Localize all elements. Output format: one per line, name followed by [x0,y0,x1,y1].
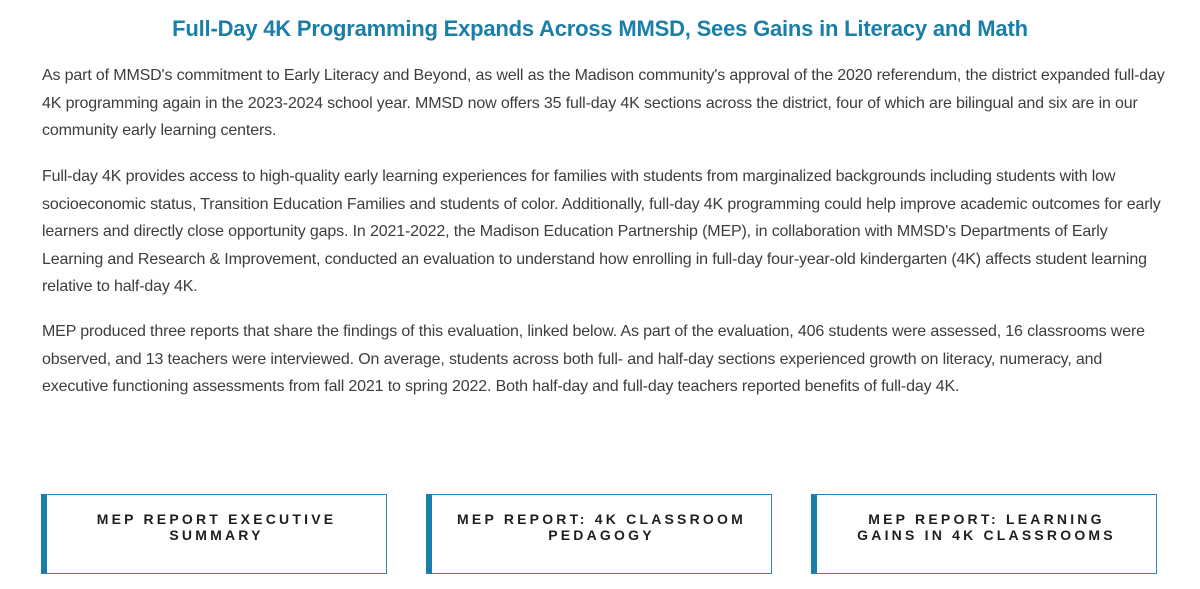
report-button-label: MEP REPORT: LEARNING GAINS IN 4K CLASSROOMS [857,511,1116,543]
article-paragraph: As part of MMSD's commitment to Early Literacy and Beyond, as well as the Madison community's approval of the 2020 referendum, the district expanded full-day 4K programming again in the 2023-2024 school year. MMSD now offers 35 full-day 4K sections across the district, four of which are bilingual and six are in our community early learning centers. [42,67,1165,139]
executive-summary-report-button[interactable] [41,494,387,574]
article-paragraph: Full-day 4K provides access to high-quality early learning experiences for families with students from marginalized backgrounds including students with low socioeconomic status, Transition Education Families and students of color. Additionally, full-day 4K programming could help improve academic outcomes for early learners and directly close opportunity gaps. In 2021-2022, the Madison Education Partnership (MEP), in collaboration with MMSD's Departments of Early Learning and Research & Improvement, conducted an evaluation to understand how enrolling in full-day four-year-old kindergarten (4K) affects student learning relative to half-day 4K. [42,168,1161,295]
article-title: Full-Day 4K Programming Expands Across MMSD, Sees Gains in Literacy and Math [172,16,1028,41]
report-button-label: MEP REPORT: 4K CLASSROOM PEDAGOGY [457,511,746,543]
article-paragraph: MEP produced three reports that share the findings of this evaluation, linked below. As part of the evaluation, 406 students were assessed, 16 classrooms were observed, and 13 teachers were interviewed. On average, students across both full- and half-day sections experienced growth on literacy, numeracy, and executive functioning assessments from fall 2021 to spring 2022. Both half-day and full-day teachers reported benefits of full-day 4K. [42,323,1145,395]
report-button-label: MEP REPORT EXECUTIVE SUMMARY [96,511,337,543]
learning-gains-report-button[interactable] [811,494,1157,574]
classroom-pedagogy-report-button[interactable] [426,494,772,574]
